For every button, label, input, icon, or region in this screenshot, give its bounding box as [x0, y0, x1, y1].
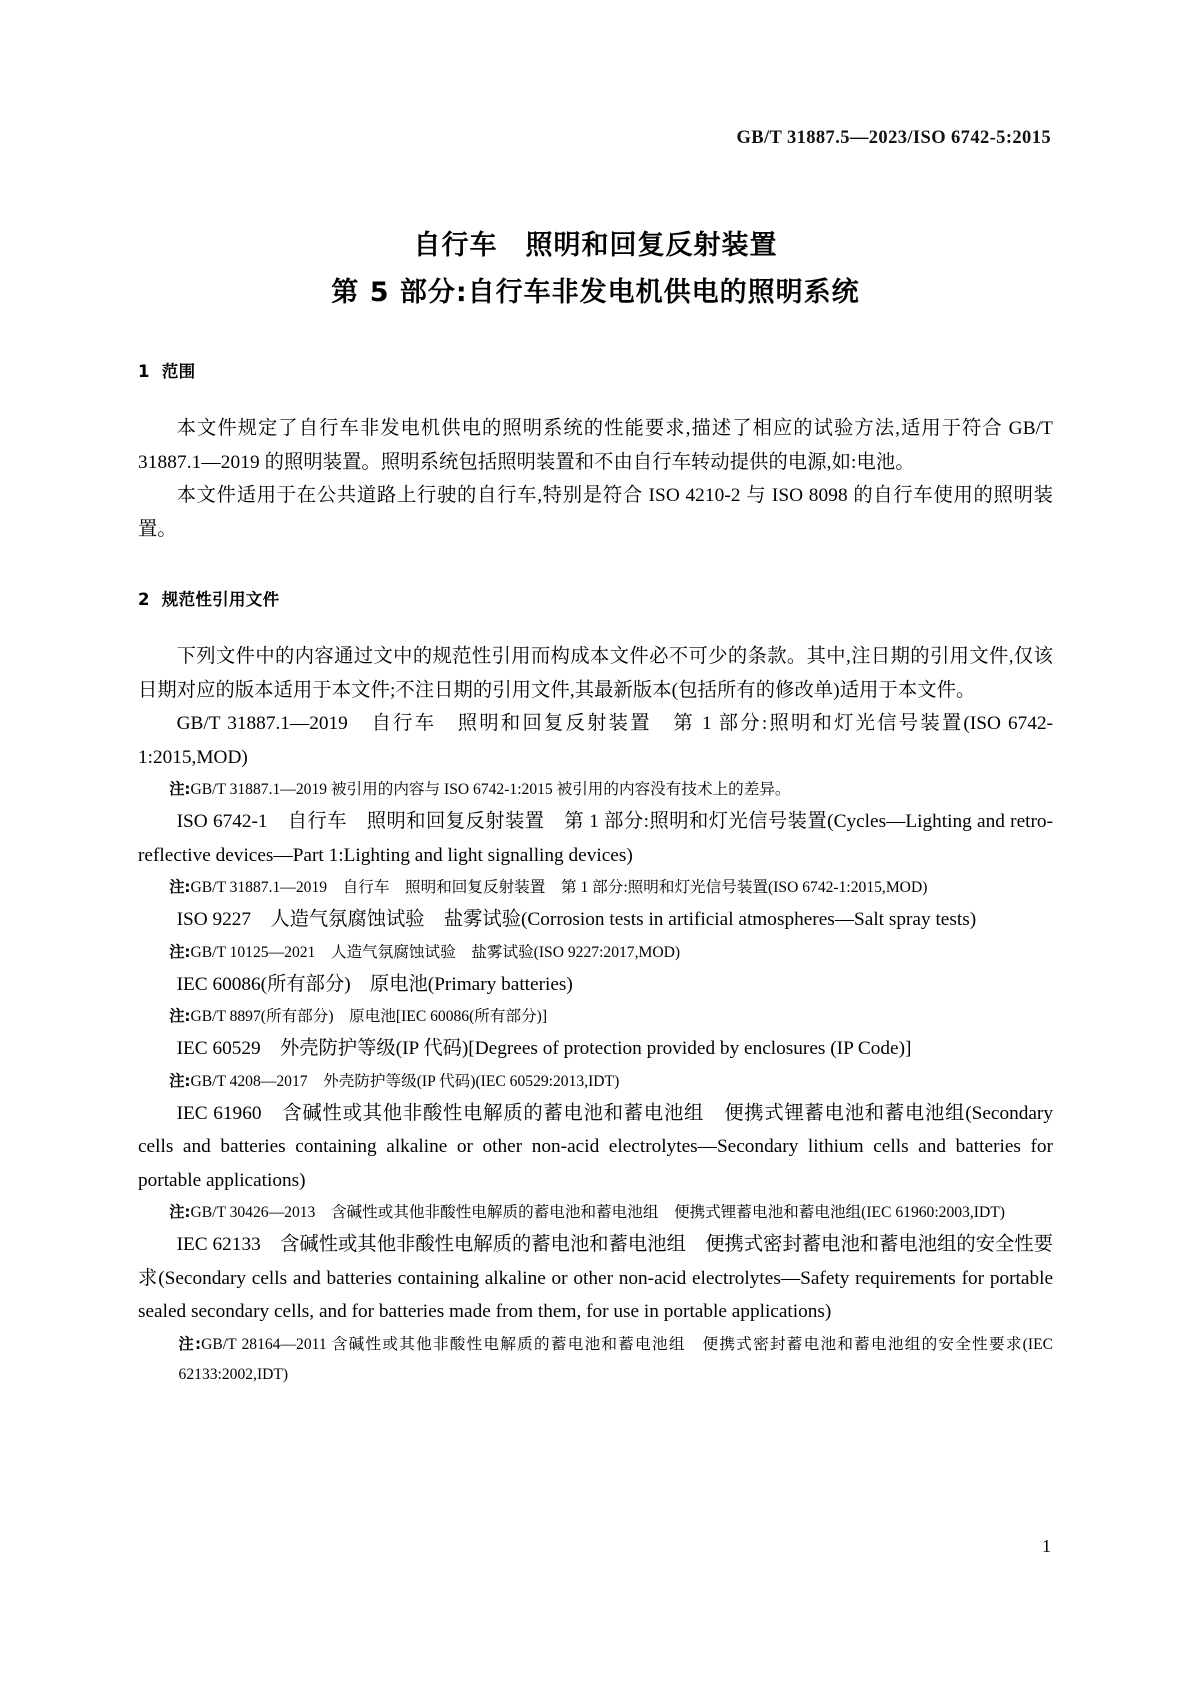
clause-2-heading [138, 586, 1053, 610]
title-line-2: 第 5 部分:自行车非发电机供电的照明系统 [331, 277, 860, 308]
note-label: 注: [169, 878, 191, 896]
spacer [138, 546, 1053, 586]
reference-note [138, 872, 1053, 903]
reference-note [138, 937, 1053, 968]
reference-entry: ISO 9227 人造气氛腐蚀试验 盐雾试验(Corrosion tests in artificial atmospheres—Salt spray tests) [176, 909, 977, 930]
clause-2-intro-paragraph: 下列文件中的内容通过文中的规范性引用而构成本文件必不可少的条款。其中,注日期的引用文件,仅该日期对应的版本适用于本文件;不注日期的引用文件,其最新版本(包括所有的修改单)适用于本文件。 [138, 646, 1053, 701]
reference-entry: IEC 61960 含碱性或其他非酸性电解质的蓄电池和蓄电池组 便携式锂蓄电池和蓄电池组(Secondary cells and batteries containing alkaline or other non-acid electrolytes—Secondary lithium cells and batteries for portable applications) [138, 1102, 1053, 1191]
reference-entry: IEC 60529 外壳防护等级(IP 代码)[Degrees of protection provided by enclosures (IP Code)] [176, 1038, 912, 1059]
reference-entry: IEC 60086(所有部分) 原电池(Primary batteries) [176, 973, 573, 995]
note-label: 注: [169, 1071, 191, 1090]
reference-entry: GB/T 31887.1—2019 自行车 照明和回复反射装置 第 1 部分:照明和灯光信号装置(ISO 6742-1:2015,MOD) [138, 713, 1053, 768]
note-text: GB/T 28164—2011 含碱性或其他非酸性电解质的蓄电池和蓄电池组 便携式密封蓄电池和蓄电池组的安全性要求(IEC 62133:2002,IDT) [178, 1335, 1053, 1383]
clause-1-number: 1 [138, 362, 150, 381]
clause-2-number: 2 [138, 590, 150, 609]
clause-1-heading [138, 358, 1053, 382]
reference-note [138, 1001, 1053, 1032]
note-label: 注: [169, 1007, 191, 1025]
note-label: 注: [178, 1334, 202, 1353]
note-text: GB/T 4208—2017 外壳防护等级(IP 代码)(IEC 60529:2013,IDT) [190, 1072, 620, 1090]
reference-note [138, 1329, 1053, 1390]
note-text: GB/T 8897(所有部分) 原电池[IEC 60086(所有部分)] [190, 1008, 548, 1025]
document-body [138, 358, 1053, 1390]
title-line-1: 自行车 照明和回复反射装置 [413, 230, 778, 261]
clause-2-title: 规范性引用文件 [161, 590, 280, 609]
note-text: GB/T 31887.1—2019 被引用的内容与 ISO 6742-1:2015 被引用的内容没有技术上的差异。 [190, 781, 791, 798]
reference-entry: ISO 6742-1 自行车 照明和回复反射装置 第 1 部分:照明和灯光信号装置(Cycles—Lighting and retro-reflective devices—Part 1:Lighting and light signalling devices) [138, 811, 1053, 866]
note-text: GB/T 31887.1—2019 自行车 照明和回复反射装置 第 1 部分:照明和灯光信号装置(ISO 6742-1:2015,MOD) [190, 879, 928, 896]
spacer [138, 610, 1053, 640]
note-label: 注: [169, 942, 191, 961]
reference-note [138, 1066, 1053, 1097]
page-number: 1 [1042, 1536, 1051, 1556]
running-header-standard-number: GB/T 31887.5—2023/ISO 6742-5:2015 [736, 128, 1051, 148]
spacer [138, 382, 1053, 412]
reference-note [138, 774, 1053, 805]
document-title [140, 222, 1051, 316]
clause-1-paragraph-2: 本文件适用于在公共道路上行驶的自行车,特别是符合 ISO 4210-2 与 ISO 8098 的自行车使用的照明装置。 [138, 485, 1053, 540]
clause-1-title: 范围 [161, 362, 196, 381]
reference-entry: IEC 62133 含碱性或其他非酸性电解质的蓄电池和蓄电池组 便携式密封蓄电池和蓄电池组的安全性要求(Secondary cells and batteries containing alkaline or other non-acid electrolytes—Safety requirements for portable sealed secondary cells, and for batteries made from them, for use in portable applications) [138, 1234, 1053, 1322]
note-label: 注: [169, 780, 191, 798]
reference-note [138, 1197, 1053, 1228]
note-text: GB/T 30426—2013 含碱性或其他非酸性电解质的蓄电池和蓄电池组 便携式锂蓄电池和蓄电池组(IEC 61960:2003,IDT) [190, 1204, 1005, 1221]
note-text: GB/T 10125—2021 人造气氛腐蚀试验 盐雾试验(ISO 9227:2017,MOD) [190, 943, 681, 961]
clause-1-paragraph-1: 本文件规定了自行车非发电机供电的照明系统的性能要求,描述了相应的试验方法,适用于符合 GB/T 31887.1—2019 的照明装置。照明系统包括照明装置和不由自行车转动提供的电源,如:电池。 [138, 418, 1053, 473]
note-label: 注: [169, 1203, 191, 1221]
